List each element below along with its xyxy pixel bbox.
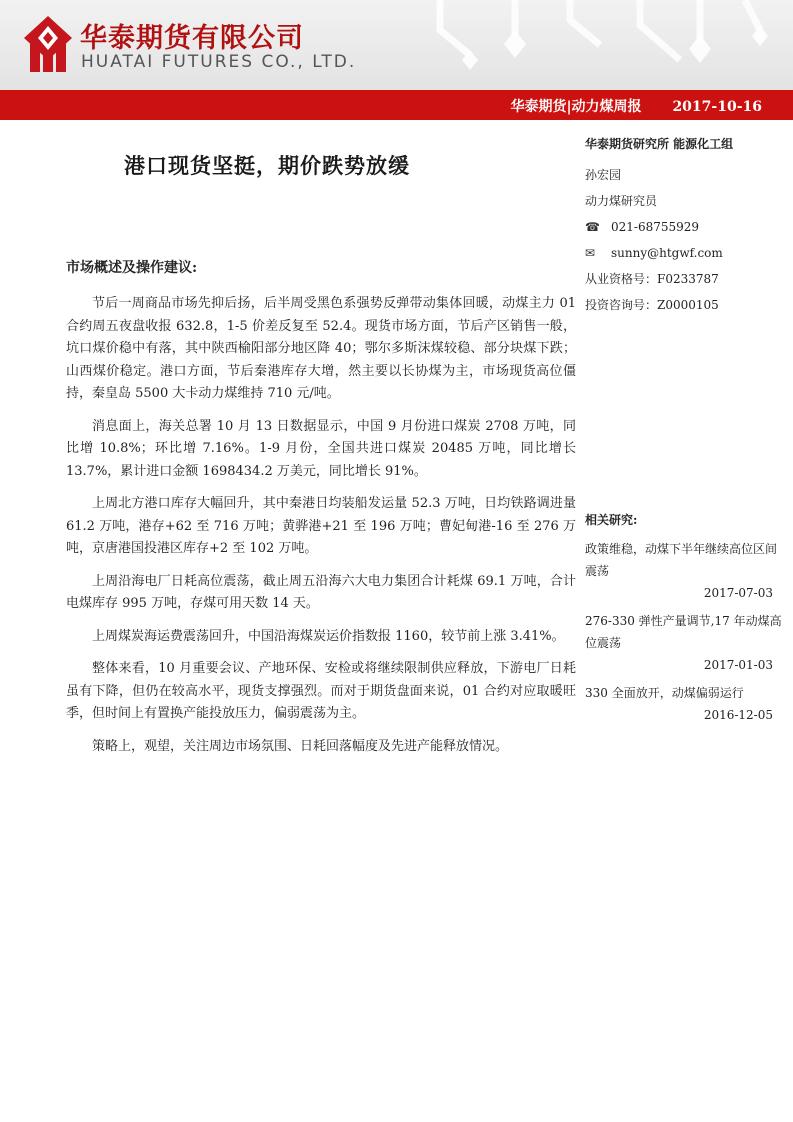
related-item[interactable] [585, 610, 785, 676]
related-research [585, 511, 785, 732]
related-item-title: 276-330 弹性产量调节,17 年动煤高位震荡 [585, 614, 782, 650]
envelope-icon: ✉ [585, 246, 596, 260]
related-item-date: 2017-07-03 [703, 586, 773, 600]
body-paragraph: 上周煤炭海运费震荡回升，中国沿海煤炭运价指数报 1160，较节前上涨 3.41%。 [92, 628, 565, 644]
body-paragraph: 上周沿海电厂日耗高位震荡，截止周五沿海六大电力集团合计耗煤 69.1 万吨，合计电煤库存 995 万吨，存煤可用天数 14 天。 [66, 573, 576, 611]
header-band [0, 0, 793, 90]
report-bar-label [510, 96, 762, 116]
related-item-date: 2016-12-05 [703, 708, 773, 722]
body-paragraph: 节后一周商品市场先抑后扬，后半周受黑色系强势反弹带动集体回暖，动煤主力 01 合约周五夜盘收报 632.8，1-5 价差反复至 52.4。现货市场方面，节后产区销售一般，坑口煤价稳中有落，其中陕西榆阳部分地区降 40；鄂尔多斯沫煤较稳、部分块煤下跌；山西煤价稳定。港口方面，节后秦港库存大增，然主要以长协煤为主，市场现货高位僵持，秦皇岛 5500 大卡动力煤维持 710 元/吨。 [66, 296, 576, 401]
related-item-title: 330 全面放开，动煤偏弱运行 [585, 686, 744, 700]
page-title: 港口现货坚挺，期价跌势放缓 [124, 153, 410, 178]
company-name-en: HUATAI FUTURES CO., LTD. [81, 52, 357, 72]
related-item[interactable] [585, 538, 785, 604]
body-paragraph: 消息面上，海关总署 10 月 13 日数据显示，中国 9 月份进口煤炭 2708 万吨，同比增 10.8%；环比增 7.16%。1-9 月份，全国共进口煤炭 20485 万吨，同比增长 13.7%，累计进口金额 1698434.2 万美元，同比增长 91%。 [66, 418, 576, 479]
body-paragraph: 上周北方港口库存大幅回升，其中秦港日均装船发运量 52.3 万吨，日均铁路调进量 61.2 万吨，港存+62 至 716 万吨；黄骅港+21 至 196 万吨；曹妃甸港-16 至 276 万吨，京唐港国投港区库存+2 至 102 万吨。 [66, 496, 576, 556]
company-name-cn: 华泰期货有限公司 [80, 23, 304, 54]
research-org: 华泰期货研究所 能源化工组 [585, 137, 734, 151]
huatai-logo-icon [24, 16, 72, 74]
section-heading: 市场概述及操作建议: [66, 260, 198, 276]
phone-row [585, 214, 783, 240]
analyst-sidebar [585, 135, 783, 318]
license-number: 从业资格号：F0233787 [585, 272, 719, 286]
email-link[interactable]: sunny@htgwf.com [611, 246, 723, 260]
report-series: 华泰期货|动力煤周报 [510, 99, 642, 115]
related-item-date: 2017-01-03 [703, 658, 773, 672]
related-item[interactable] [585, 682, 785, 726]
body-paragraph: 整体来看，10 月重要会议、产地环保、安检或将继续限制供应释放，下游电厂日耗虽有下降，但仍在较高水平，现货支撑强烈。而对于期货盘面来说，01 合约对应取暖旺季，但时间上有置换产能投放压力，偏弱震荡为主。 [66, 661, 576, 721]
phone-icon: ☎ [585, 220, 600, 234]
advisory-number: 投资咨询号：Z0000105 [585, 298, 719, 312]
report-date: 2017-10-16 [672, 99, 762, 115]
phone-number: 021-68755929 [611, 220, 700, 234]
analyst-role: 动力煤研究员 [585, 194, 658, 208]
analyst-name: 孙宏园 [585, 168, 622, 182]
email-row [585, 240, 783, 266]
related-heading: 相关研究: [585, 513, 638, 527]
related-item-title: 政策维稳，动煤下半年继续高位区间震荡 [585, 542, 778, 578]
body-paragraph: 策略上，观望，关注周边市场氛围、日耗回落幅度及先进产能释放情况。 [92, 738, 509, 754]
report-body [66, 293, 576, 768]
